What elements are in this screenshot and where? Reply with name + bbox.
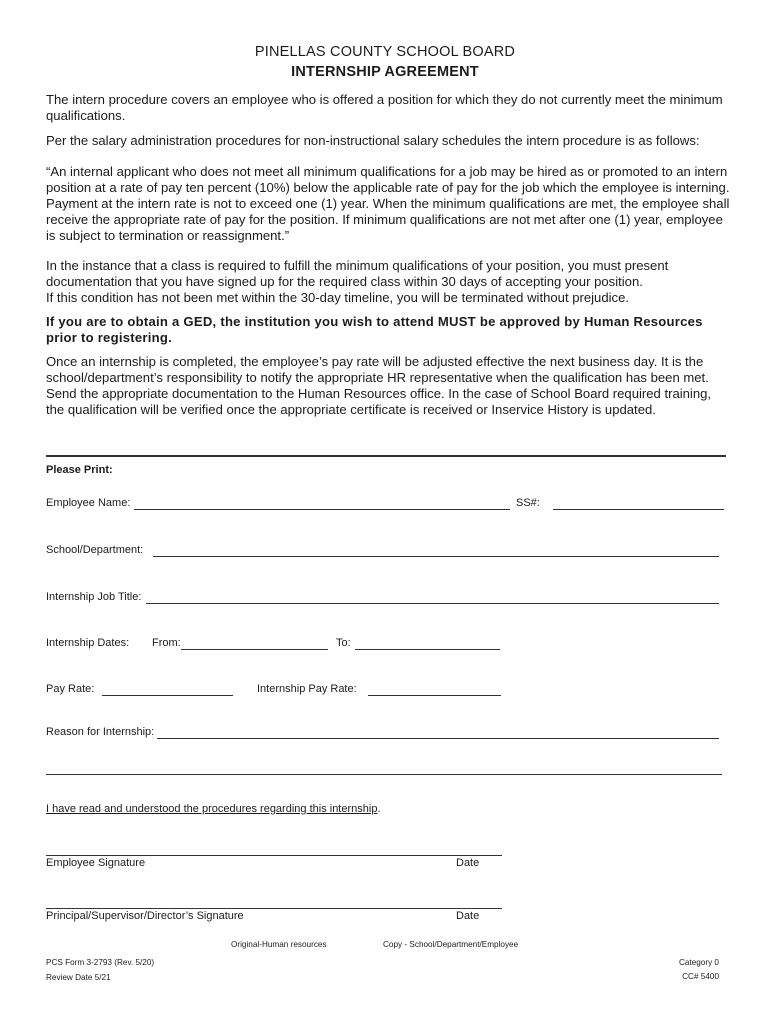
reason-field-line-2[interactable] (46, 774, 722, 775)
employee-name-field[interactable] (134, 509, 510, 510)
to-label: To: (336, 637, 351, 649)
acknowledgement-text: I have read and understood the procedures regarding this internship (46, 803, 378, 815)
school-department-field[interactable] (153, 556, 719, 557)
quoted-procedure-paragraph: “An internal applicant who does not meet all minimum qualifications for a job may be hired as or promoted to an intern position at a rate of pay ten percent (10%) below the applicable rate of pay for the job which the employee is interning. Payment at the intern rate is not to exceed one (1) year. When the minimum qualifications are met, the employee shall receive the appropriate rate of pay for the position. If minimum qualifications are not met after one (1) year, employee is subject to termination or reassignment.” (46, 164, 730, 243)
class-requirement-paragraph: In the instance that a class is required to fulfill the minimum qualifications of your position, you must present documentation that you have signed up for the required class within 30 days of accepting your position. (46, 258, 669, 289)
please-print-label: Please Print: (46, 464, 113, 476)
ged-notice-paragraph: If you are to obtain a GED, the institution you wish to attend MUST be approved by Human Resources prior to registering. (46, 314, 703, 345)
internship-job-title-label: Internship Job Title: (46, 591, 142, 603)
principal-date-label: Date (456, 910, 480, 922)
reason-field-line-1[interactable] (157, 738, 719, 739)
internship-job-title-field[interactable] (146, 603, 719, 604)
intro-paragraph: The intern procedure covers an employee who is offered a position for which they do not currently meet the minimum qualifications. (46, 92, 723, 123)
ssn-field[interactable] (553, 509, 724, 510)
completion-paragraph: Once an internship is completed, the employee’s pay rate will be adjusted effective the next business day. It is the school/department’s responsibility to notify the appropriate HR representative when the qualification has been met. Send the appropriate documentation to the Human Resources office. In the case of School Board required training, the qualification will be verified once the appropriate certificate is received or Inservice History is updated. (46, 354, 712, 417)
organization-name: PINELLAS COUNTY SCHOOL BOARD (254, 44, 516, 60)
termination-condition-text: If this condition has not been met within the 30-day timeline, you will be terminated without prejudice. (46, 290, 629, 305)
cc-number: CC# 5400 (682, 972, 719, 981)
distribution-original: Original-Human resources (231, 940, 327, 949)
category-label: Category 0 (678, 958, 719, 967)
internship-pay-rate-field[interactable] (368, 695, 501, 696)
pay-rate-field[interactable] (102, 695, 233, 696)
section-divider (46, 455, 726, 457)
employee-signature-field[interactable] (46, 855, 502, 856)
principal-signature-field[interactable] (46, 908, 502, 909)
form-number: PCS Form 3-2793 (Rev. 5/20) (46, 958, 155, 967)
review-date: Review Date 5/21 (46, 973, 111, 982)
pay-rate-label: Pay Rate: (46, 683, 95, 695)
document-title: INTERNSHIP AGREEMENT (291, 64, 479, 80)
from-date-field[interactable] (181, 649, 328, 650)
ssn-label: SS#: (516, 497, 540, 509)
employee-name-label: Employee Name: (46, 497, 131, 509)
principal-signature-label: Principal/Supervisor/Director’s Signature (46, 910, 244, 922)
internship-dates-label: Internship Dates: (46, 637, 130, 649)
school-department-label: School/Department: (46, 544, 144, 556)
acknowledgement-statement: I have read and understood the procedures regarding this internship. (46, 803, 381, 815)
employee-signature-label: Employee Signature (46, 857, 146, 869)
internship-pay-rate-label: Internship Pay Rate: (257, 683, 357, 695)
to-date-field[interactable] (355, 649, 500, 650)
procedure-intro-paragraph: Per the salary administration procedures for non-instructional salary schedules the intern procedure is as follows: (46, 133, 700, 148)
employee-date-label: Date (456, 857, 480, 869)
reason-label: Reason for Internship: (46, 726, 155, 738)
distribution-copy: Copy - School/Department/Employee (383, 940, 519, 949)
from-label: From: (152, 637, 181, 649)
